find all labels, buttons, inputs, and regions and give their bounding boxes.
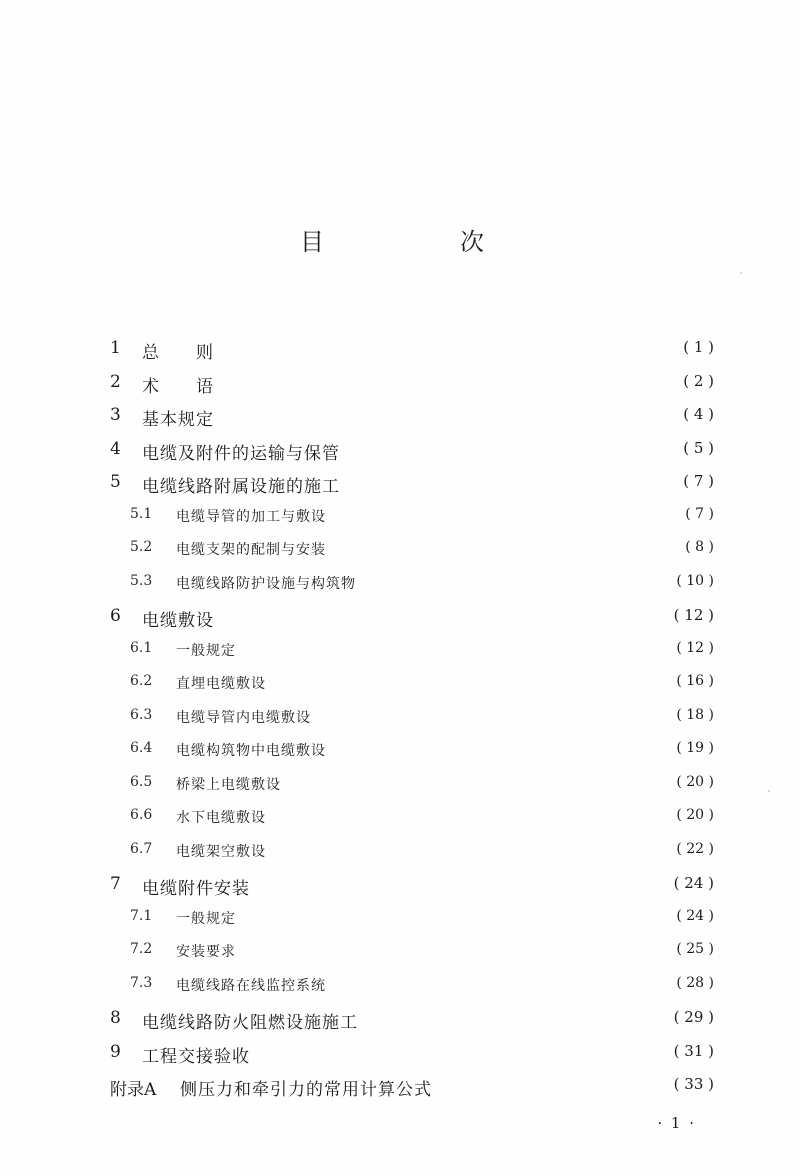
scan-speck — [740, 272, 742, 274]
toc-entry-page: ( 22 ) — [676, 840, 714, 857]
page-number: · 1 · — [657, 1114, 696, 1132]
toc-entry-title: 水下电缆敷设 — [176, 810, 266, 826]
toc-subentry[interactable] — [0, 539, 800, 573]
toc-entry-number: 7.2 — [130, 941, 153, 957]
toc-entry[interactable] — [0, 405, 800, 439]
toc-entry-title: 术 语 — [142, 376, 214, 397]
toc-entry-page: ( 20 ) — [676, 773, 714, 790]
toc-entry-title: 电缆线路在线监控系统 — [176, 977, 326, 994]
toc-subentry[interactable] — [0, 640, 800, 674]
toc-entry-title: 电缆架空敷设 — [176, 843, 266, 860]
toc-entry-title: 电缆导管的加工与敷设 — [176, 508, 326, 525]
toc-entry[interactable] — [0, 1042, 800, 1076]
toc-subentry[interactable] — [0, 841, 800, 875]
toc-entry-title: 电缆线路防护设施与构筑物 — [176, 575, 356, 592]
toc-entry-title: 直埋电缆敷设 — [176, 676, 266, 692]
toc-entry-title: 电缆附件安装 — [142, 879, 250, 899]
toc-entry-page: ( 8 ) — [685, 539, 714, 555]
toc-entry-number: 7.1 — [130, 907, 153, 924]
toc-entry-title: 工程交接验收 — [142, 1046, 250, 1067]
toc-entry-page: ( 1 ) — [683, 338, 714, 356]
toc-entry-page: ( 24 ) — [673, 874, 714, 892]
toc-subentry[interactable] — [0, 774, 800, 808]
toc-entry-page: ( 31 ) — [673, 1041, 714, 1060]
toc-entry-number: 6.1 — [130, 639, 153, 656]
toc-entry-page: ( 7 ) — [685, 505, 714, 522]
toc-entry-title: 安装要求 — [176, 944, 236, 960]
toc-entry-page: ( 16 ) — [676, 673, 714, 689]
toc-entry-title: 电缆导管内电缆敷设 — [176, 709, 311, 726]
toc-entry-number: 2 — [110, 371, 121, 392]
toc-entry-title: 电缆及附件的运输与保管 — [142, 443, 340, 464]
toc-subentry[interactable] — [0, 573, 800, 607]
page-title: 目 次 — [300, 228, 540, 256]
toc-entry-title: 一般规定 — [176, 642, 236, 659]
toc-entry-title: 基本规定 — [142, 410, 214, 430]
scan-speck — [768, 790, 770, 792]
toc-entry-title: 电缆构筑物中电缆敷设 — [176, 743, 326, 759]
toc-entry[interactable] — [0, 606, 800, 640]
toc-entry-page: ( 25 ) — [676, 941, 714, 957]
toc-entry[interactable] — [0, 874, 800, 908]
toc-entry-number: 8 — [110, 1008, 121, 1028]
toc-subentry[interactable] — [0, 975, 800, 1009]
toc-entry-title: 桥梁上电缆敷设 — [176, 776, 281, 793]
toc-entry-number: 6.5 — [130, 773, 153, 790]
toc-entry-page: ( 29 ) — [673, 1008, 714, 1026]
toc-entry-page: ( 5 ) — [683, 438, 714, 457]
toc-entry-number: 5 — [110, 472, 121, 492]
toc-entry-page: ( 20 ) — [676, 807, 714, 823]
toc-entry-number: 5.3 — [130, 572, 153, 589]
toc-entry-number: 3 — [110, 405, 121, 425]
toc-entry[interactable] — [0, 472, 800, 506]
toc-subentry[interactable] — [0, 807, 800, 841]
toc-entry-number: 1 — [110, 338, 121, 358]
toc-entry-number: 5.1 — [130, 505, 153, 522]
toc-subentry[interactable] — [0, 740, 800, 774]
toc-entry[interactable] — [0, 439, 800, 473]
toc-entry-page: ( 7 ) — [683, 472, 714, 490]
toc-entry-page: ( 10 ) — [676, 572, 714, 589]
toc-entry-number: 6.3 — [130, 706, 153, 723]
toc-entry-title: 电缆线路防火阻燃设施施工 — [142, 1013, 358, 1033]
toc-entry-number: 9 — [110, 1041, 121, 1062]
toc-entry[interactable] — [0, 1075, 800, 1109]
toc-entry-page: ( 18 ) — [676, 706, 714, 723]
toc-entry-page: ( 2 ) — [683, 371, 714, 390]
toc-entry-page: ( 12 ) — [673, 606, 714, 624]
toc-entry-page: ( 4 ) — [683, 405, 714, 423]
toc-entry-number: 7.3 — [130, 974, 153, 991]
toc-entry-number: 7 — [110, 874, 121, 894]
toc-entry-number: 6.4 — [130, 740, 153, 756]
toc-entry-title: 侧压力和牵引力的常用计算公式 — [180, 1080, 432, 1100]
toc-subentry[interactable] — [0, 506, 800, 540]
toc-entry-number: 6.6 — [130, 807, 153, 823]
toc-entry-title: 电缆敷设 — [142, 611, 214, 631]
toc-entry[interactable] — [0, 338, 800, 372]
toc-entry-number: 6.7 — [130, 840, 153, 857]
toc-entry-number: 5.2 — [130, 539, 153, 555]
toc-subentry[interactable] — [0, 941, 800, 975]
toc-entry-title: 总 则 — [142, 343, 214, 363]
toc-entry-title: 电缆支架的配制与安装 — [176, 542, 326, 558]
toc-subentry[interactable] — [0, 673, 800, 707]
toc-entry-page: ( 12 ) — [676, 639, 714, 656]
toc-entry-page: ( 28 ) — [676, 974, 714, 991]
toc-entry[interactable] — [0, 1008, 800, 1042]
toc-subentry[interactable] — [0, 707, 800, 741]
toc-entry-page: ( 24 ) — [676, 907, 714, 924]
toc-entry-page: ( 19 ) — [676, 740, 714, 756]
toc-subentry[interactable] — [0, 908, 800, 942]
toc-entry-number: 6.2 — [130, 673, 153, 689]
toc-entry-number: 6 — [110, 606, 121, 626]
toc-entry-number: 附录A — [110, 1080, 157, 1100]
toc-entry[interactable] — [0, 372, 800, 406]
toc-entry-number: 4 — [110, 438, 121, 459]
toc-entry-title: 电缆线路附属设施的施工 — [142, 477, 340, 497]
toc-entry-title: 一般规定 — [176, 910, 236, 927]
toc-entry-page: ( 33 ) — [673, 1075, 714, 1093]
